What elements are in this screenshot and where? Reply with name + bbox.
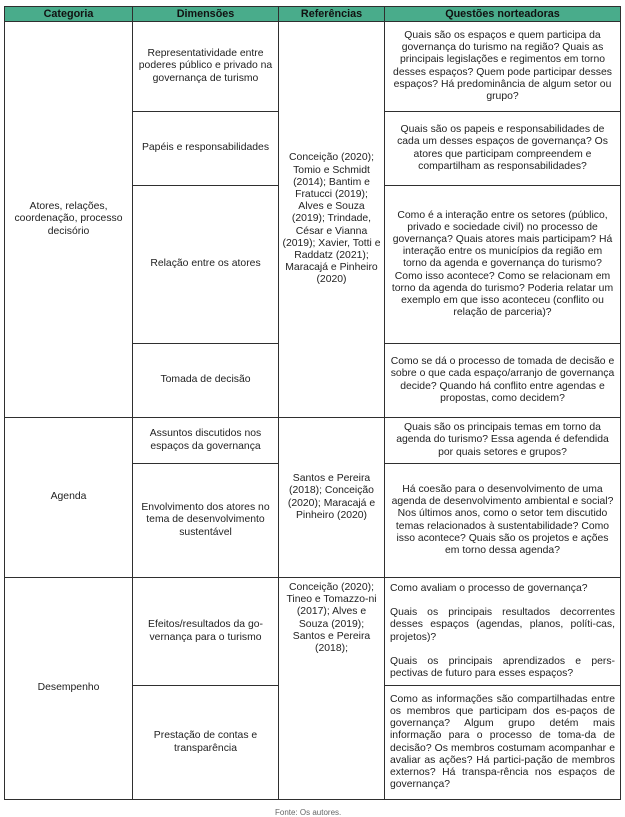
references-cell: Conceição (2020); Tomio e Schmidt (2014); Bantim e Fratucci (2019); Alves e Souza (2019); Trindade, César e Vianna (2019); Xavier, Totti e Raddatz (2021); Maracajá e Pinheiro (2020) bbox=[279, 22, 385, 418]
references-cell: Conceição (2020); Tineo e Tomazzo-ni (2017); Alves e Souza (2019); Santos e Pereira (2018); bbox=[279, 578, 385, 800]
questions-cell: Quais são os principais temas em torno da agenda do turismo? Essa agenda é defendida por quais setores e grupos? bbox=[385, 418, 621, 464]
header-dimensoes: Dimensões bbox=[133, 7, 279, 22]
header-questoes: Questões norteadoras bbox=[385, 7, 621, 22]
header-referencias: Referências bbox=[279, 7, 385, 22]
question-paragraph: Como avaliam o processo de governança? bbox=[390, 582, 588, 594]
category-cell: Desempenho bbox=[5, 578, 133, 800]
question-paragraph: Quais os principais resultados decorrentes desses espaços (agendas, planos, políti-cas, projetos)? bbox=[390, 607, 615, 643]
dimension-cell: Papéis e responsabilidades bbox=[133, 112, 279, 186]
dimension-cell: Relação entre os atores bbox=[133, 186, 279, 344]
table-source-note: Fonte: Os autores. bbox=[275, 808, 342, 817]
table-row bbox=[5, 418, 621, 464]
table-row bbox=[5, 578, 621, 686]
questions-cell: Como é a interação entre os setores (público, privado e sociedade civil) no processo de governança? Quais atores mais participam? Há interação entre os municípios da região em torno da agenda e governança do turismo? Como isso acontece? Como se relacionam em torno da agenda do turismo? Poderia relatar um exemplo em que isso aconteceu (conflito ou relação de parceria)? bbox=[385, 186, 621, 344]
questions-cell: Quais são os papeis e responsabilidades de cada um desses espaços de governança? Os atores que participam compreendem e compartilham as responsabilidades? bbox=[385, 112, 621, 186]
questions-cell bbox=[385, 578, 621, 686]
header-row bbox=[5, 7, 621, 22]
question-paragraph: Quais os principais aprendizados e pers-pectivas de futuro para esses espaços? bbox=[390, 655, 615, 679]
category-cell: Atores, relações, coordenação, processo decisório bbox=[5, 22, 133, 418]
dimension-cell: Envolvimento dos atores no tema de desenvolvimento sustentável bbox=[133, 464, 279, 578]
questions-cell: Como se dá o processo de tomada de decisão e sobre o que cada espaço/arranjo de governança decide? Quando há conflito entre agendas e propostas, como decidem? bbox=[385, 344, 621, 418]
dimension-cell: Tomada de decisão bbox=[133, 344, 279, 418]
header-categoria: Categoria bbox=[5, 7, 133, 22]
category-cell: Agenda bbox=[5, 418, 133, 578]
dimension-cell: Assuntos discutidos nos espaços da governança bbox=[133, 418, 279, 464]
table-row bbox=[5, 22, 621, 112]
dimension-cell: Prestação de contas e transparência bbox=[133, 686, 279, 800]
references-cell: Santos e Pereira (2018); Conceição (2020); Maracajá e Pinheiro (2020) bbox=[279, 418, 385, 578]
dimension-cell: Efeitos/resultados da go-vernança para o turismo bbox=[133, 578, 279, 686]
questions-cell: Como as informações são compartilhadas entre os membros que participam dos es-paços de governança? Algum grupo detém mais informação para o processo de toma-da de decisão? Os membros costumam acompanhar e avaliar as ações? Há partici-pação de membros externos? Há transpa-rência nos espaços de governança? bbox=[385, 686, 621, 800]
questions-cell: Quais são os espaços e quem participa da governança do turismo na região? Quais as principais legislações e regimentos em torno desses espaços? Quem pode participar desses espaços? Há predominância de algum setor ou grupo? bbox=[385, 22, 621, 112]
dimension-cell: Representatividade entre poderes público e privado na governança de turismo bbox=[133, 22, 279, 112]
questions-cell: Há coesão para o desenvolvimento de uma agenda de desenvolvimento ambiental e social? Nos últimos anos, como o setor tem discutido temas relacionados à sustentabilidade? Como isso acontece? Quais são os projetos e ações em torno dessa agenda? bbox=[385, 464, 621, 578]
guiding-questions-table bbox=[4, 6, 621, 800]
